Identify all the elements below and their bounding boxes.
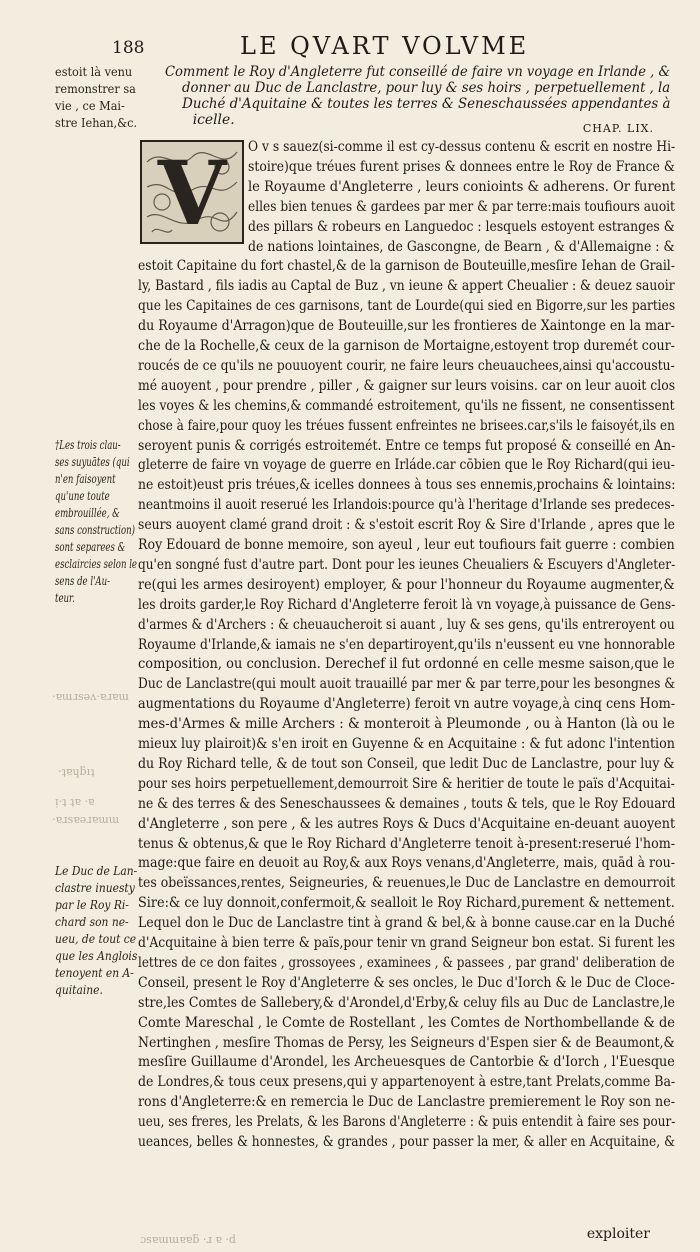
body-line: Duc de Lanclastre(qui moult auoit trauaillé par mer & par terre,pour les besongnes & xyxy=(138,676,676,693)
side-note-line: estoit là venu xyxy=(55,65,133,79)
body-line: Comte Mareschal , le Comte de Rostellant , les Comtes de Northombellande & de xyxy=(138,1014,675,1031)
catchword: exploiter xyxy=(586,1226,650,1242)
body-line: Lequel don le Duc de Lanclastre tint à grand & bel,& à bonne cause.car en la Duché xyxy=(138,915,675,932)
show-through-text: ·ɐɯɹsǝʌ·ɐɹɐɯ xyxy=(52,690,129,703)
svg-text:V: V xyxy=(157,142,227,242)
side-note-line: n'en faisoyent xyxy=(55,472,116,486)
body-line: ne estoit)eust pris tréues,& icelles donnees à tous ses ennemis,prochains & lointains: xyxy=(138,477,676,494)
body-line: ne & des terres & des Seneschaussees & demaines , touts & tels, que le Roy Edouard xyxy=(138,795,676,812)
side-note-line: stre Iehan,&c. xyxy=(55,116,138,130)
body-line: estoit Capitaine du fort chastel,& de la garnison de Bouteuille,mesſire Iehan de Grail- xyxy=(138,258,675,275)
body-line: du Royaume d'Arragon)que de Bouteuille,sur les frontieres de Xaintonge en la mar- xyxy=(138,318,675,335)
side-note-line: teur. xyxy=(55,591,75,605)
body-line: stoire)que tréues furent prises & donnees entre le Roy de France & xyxy=(248,158,675,175)
body-line: elles bien tenues & gardees par mer & par terre:mais toufiours auoit xyxy=(248,198,675,215)
show-through-text: ᴉ·ʇ ʇɐ ·ɐ xyxy=(55,795,95,808)
running-head-title: LE QVART VOLVME xyxy=(240,32,530,60)
body-line: augmentations du Royaume d'Angleterre) feroit vn autre voyage,à cinq cens Hom- xyxy=(138,696,676,713)
body-line: Roy Edouard de bonne memoire, son ayeul , leur eut toufiours fait guerre : combien xyxy=(138,537,675,553)
body-line: chose à faire,pour quoy les tréues fussent enfreintes ne brisees.car,s'ils le faisoyét,ils en xyxy=(138,417,675,434)
body-line: tenus & obtenus,& que le Roy Richard d'Angleterre tenoit à-present:reserué l'hom- xyxy=(138,835,676,852)
body-line: neantmoins il auoit reserué les Irlandois:pource qu'à l'heritage d'Irlande ses predeces- xyxy=(138,497,675,514)
body-line: mage:que faire en deuoit au Roy,& aux Roys venans,d'Angleterre, mais, quād à rou- xyxy=(138,855,676,872)
decorated-initial xyxy=(140,140,244,244)
body-line: ueu, ses freres, les Prelats, & les Barons d'Angleterre : & puis entendit à faire ses pour- xyxy=(138,1114,676,1131)
body-line: du Roy Richard telle, & de tout son Conseil, que ledit Duc de Lanclastre, pour luy & xyxy=(138,755,675,772)
side-note-line: quitaine. xyxy=(55,983,103,997)
side-note-line: chard son ne- xyxy=(55,915,129,929)
side-note-line: qu'une toute xyxy=(55,489,110,503)
body-line: que les Capitaines de ces garnisons, tant de Lourde(qui sied en Bigorre,sur les parties xyxy=(138,298,676,315)
body-line: qu'en songné fust d'autre part. Dont pour les ieunes Cheualiers & Escuyers d'Angleter- xyxy=(138,556,676,573)
body-line: ueances, belles & honnestes, & grandes , pour passer la mer, & aller en Acquitaine, & xyxy=(138,1134,676,1150)
side-note-line: Le Duc de Lan- xyxy=(55,864,138,878)
body-line: les droits garder,le Roy Richard d'Angleterre feroit là vn voyage,à puissance de Gens- xyxy=(138,596,676,613)
side-note-line: par le Roy Ri- xyxy=(55,898,129,912)
side-note-bottom xyxy=(55,863,147,999)
chapter-title-line: icelle. xyxy=(192,112,235,128)
body-line: Nertinghen , mesſire Thomas de Persy, les Seigneurs d'Espen sier & de Beaumont,& xyxy=(138,1034,675,1051)
initial-ornament-image xyxy=(142,142,242,242)
body-line: mes-d'Armes & mille Archers : & monteroit à Pleumonde , ou à Hanton (là ou le xyxy=(138,716,675,733)
body-line: de nations lointaines, de Gascongne, de Bearn , & d'Allemaigne : & xyxy=(248,238,675,255)
side-note-line: sans construction) xyxy=(55,523,135,537)
body-line: pour ses hoirs perpetuellement,demourroit Sire & heritier de toute le païs d'Acquitai- xyxy=(138,775,675,792)
body-line: gleterre de faire vn voyage de guerre en Irláde.car cōbien que le Roy Richard(qui ieu- xyxy=(138,457,675,474)
body-line: seroyent punis & corrigés estroitemét. Entre ce temps fut proposé & conseillé en An- xyxy=(138,437,676,454)
chapter-number: CHAP. LIX. xyxy=(582,122,654,135)
body-line: roucés de ce qu'ils ne pouuoyent courir, ne faire leurs cheuauchees,ainsi qu'accoustu- xyxy=(138,357,675,374)
body-line: d'Acquitaine à bien terre & païs,pour tenir vn grand Seigneur bon estat. Si furent les xyxy=(138,935,676,951)
side-note-line: sont separees & xyxy=(55,540,126,554)
chapter-title-line: donner au Duc de Lanclastre, pour luy & ses hoirs , perpetuellement , la xyxy=(182,80,671,96)
body-line: d'Angleterre , son pere , & les autres Roys & Ducs d'Acquitaine en-deuant auoyent xyxy=(138,815,676,832)
chapter-title-line: Duché d'Aquitaine & toutes les terres & Seneschaussées appendantes à xyxy=(182,96,671,112)
chapter-title-line: Comment le Roy d'Angleterre fut conseillé de faire vn voyage en Irlande , & xyxy=(165,64,671,80)
body-line: des pillars & robeurs en Languedoc : lesquels estoyent estranges & xyxy=(248,218,675,235)
side-note-line: †Les trois clau- xyxy=(55,438,121,452)
body-line: rons d'Angleterre:& en remercia le Duc de Lanclastre premierement le Roy son ne- xyxy=(138,1094,676,1111)
body-line: re(qui les armes desiroyent) employer, & pour l'honneur du Royaume augmenter,& xyxy=(138,576,675,593)
side-note-line: ueu, de tout ce xyxy=(55,932,137,946)
side-note-top xyxy=(55,64,142,132)
page-number: 188 xyxy=(112,38,145,58)
side-note-line: vie , ce Mai- xyxy=(55,99,125,113)
body-line: lettres de ce don faites , grossoyees , examinees , & passees , par grand' deliberation de xyxy=(138,954,675,971)
side-note-line: remonstrer sa xyxy=(55,82,136,96)
body-line: Royaume d'Irlande,& iamais ne s'en departiroyent,qu'ils n'eussent eu vne honnorable xyxy=(138,636,676,653)
show-through-text: ɔsɐɯɯɐɐƃ ·ɹ ɐ ·d xyxy=(140,1233,236,1246)
body-line: mesſire Guillaume d'Arondel, les Archeuesques de Cantorbie & d'Iorch , l'Euesque xyxy=(138,1054,675,1071)
body-line: mieux luy plairoit)& s'en iroit en Guyenne & en Acquitaine : & fut adonc l'intention xyxy=(138,736,675,752)
show-through-text: ·ʇɐɥƃıʇ xyxy=(58,765,95,778)
side-note-line: que les Anglois xyxy=(55,949,138,963)
body-line: composition, ou conclusion. Derechef il fut ordonné en celle mesme saison,que le xyxy=(138,656,675,673)
side-note-line: embrouillée, & xyxy=(55,506,120,520)
body-line: tes obeïssances,rentes, Seigneuries, & reuenues,le Duc de Lanclastre en demourroit xyxy=(138,875,676,892)
chapter-title xyxy=(165,64,675,128)
side-note-line: esclaircies selon le xyxy=(55,557,137,571)
side-note-line: sens de l'Au- xyxy=(55,574,111,588)
body-line: mé auoyent , pour prendre , piller , & gaigner sur leurs voisins. car on leur auoit clos xyxy=(138,377,676,394)
running-header xyxy=(112,32,672,62)
body-line: d'armes & d'Archers : & cheuaucheroit si auant , luy & ses gens, qu'ils entreroyent ou xyxy=(138,616,675,633)
body-line: ly, Bastard , fils iadis au Captal de Buz , vn ieune & appert Cheualier : & deuez sauoir xyxy=(138,278,675,295)
show-through-text: ·ɐɹsɐǝɹɐɯɯ xyxy=(52,813,120,826)
body-line: O v s sauez(si-comme il est cy-dessus contenu & escrit en nostre Hi- xyxy=(248,139,676,155)
side-note-line: clastre inuesty xyxy=(55,881,135,895)
body-line: le Royaume d'Angleterre , leurs conioints & adherens. Or furent xyxy=(248,178,676,195)
body-line: Conseil, present le Roy d'Angleterre & ses oncles, le Duc d'Iorch & le Duc de Cloce- xyxy=(138,974,675,991)
body-line: stre,les Comtes de Sallebery,& d'Arondel,d'Erby,& celuy fils au Duc de Lanclastre,le xyxy=(138,994,675,1011)
body-line: les voyes & les chemins,& commandé estroitement, qu'ils ne fissent, ne consentissent xyxy=(138,397,675,414)
side-note-line: ses suyuātes (qui xyxy=(55,455,130,469)
body-line: Sire:& ce luy donnoit,confermoit,& sealloit le Roy Richard,purement & nettement. xyxy=(138,895,675,912)
body-line: seurs auoyent clamé grand droit : & s'estoit escrit Roy & Sire d'Irlande , apres que le xyxy=(138,517,675,534)
side-note-line: tenoyent en A- xyxy=(55,966,134,980)
body-line: che de la Rochelle,& ceux de la garnison de Mortaigne,estoyent trop duremét cour- xyxy=(138,338,675,354)
body-line: de Londres,& tous ceux presens,qui y appartenoyent à estre,tant Prelats,comme Ba- xyxy=(138,1074,676,1091)
